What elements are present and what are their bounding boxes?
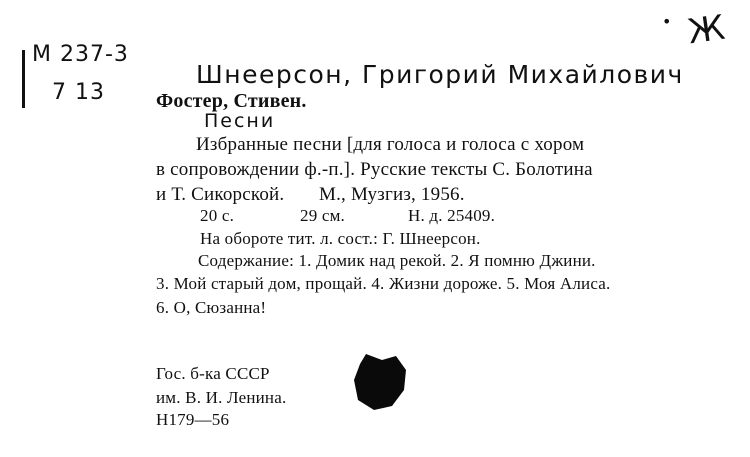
library-line-1: Гос. б-ка СССР: [156, 364, 270, 383]
collation-number: Н. д. 25409.: [408, 206, 496, 225]
collation-size: 29 см.: [300, 206, 346, 225]
collation-pages: 20 с.: [200, 206, 235, 225]
shelf-mark-top: М 237-3: [32, 42, 129, 67]
title-line-2: в сопровождении ф.-п.]. Русские тексты С. Болотина: [156, 159, 593, 180]
library-line-2: им. В. И. Ленина.: [156, 388, 287, 407]
shelf-mark-bar: [22, 50, 25, 108]
title-line-1: Избранные песни [для голоса и голоса с хором: [196, 134, 585, 155]
handwritten-uniform-title: Песни: [204, 110, 276, 132]
author-heading: Фостер, Стивен.: [156, 90, 307, 112]
library-line-3: Н179—56: [156, 410, 230, 429]
ink-stamp: [352, 350, 408, 412]
title-line-3: и Т. Сикорской. М., Музгиз, 1956.: [156, 184, 465, 205]
shelf-mark-bottom: 7 13: [52, 80, 105, 105]
corner-dot: •: [662, 12, 672, 31]
corner-handwritten-mark: Ж: [685, 7, 728, 53]
handwritten-heading: Шнеерсон, Григорий Михайлович: [196, 60, 684, 89]
shelf-mark: [22, 42, 132, 112]
contents-line-3: 6. О, Сюзанна!: [156, 298, 267, 317]
note: На обороте тит. л. сост.: Г. Шнеерсон.: [200, 229, 481, 248]
contents-line-1: Содержание: 1. Домик над рекой. 2. Я помню Джини.: [198, 251, 596, 270]
contents-line-2: 3. Мой старый дом, прощай. 4. Жизни дороже. 5. Моя Алиса.: [156, 274, 611, 293]
